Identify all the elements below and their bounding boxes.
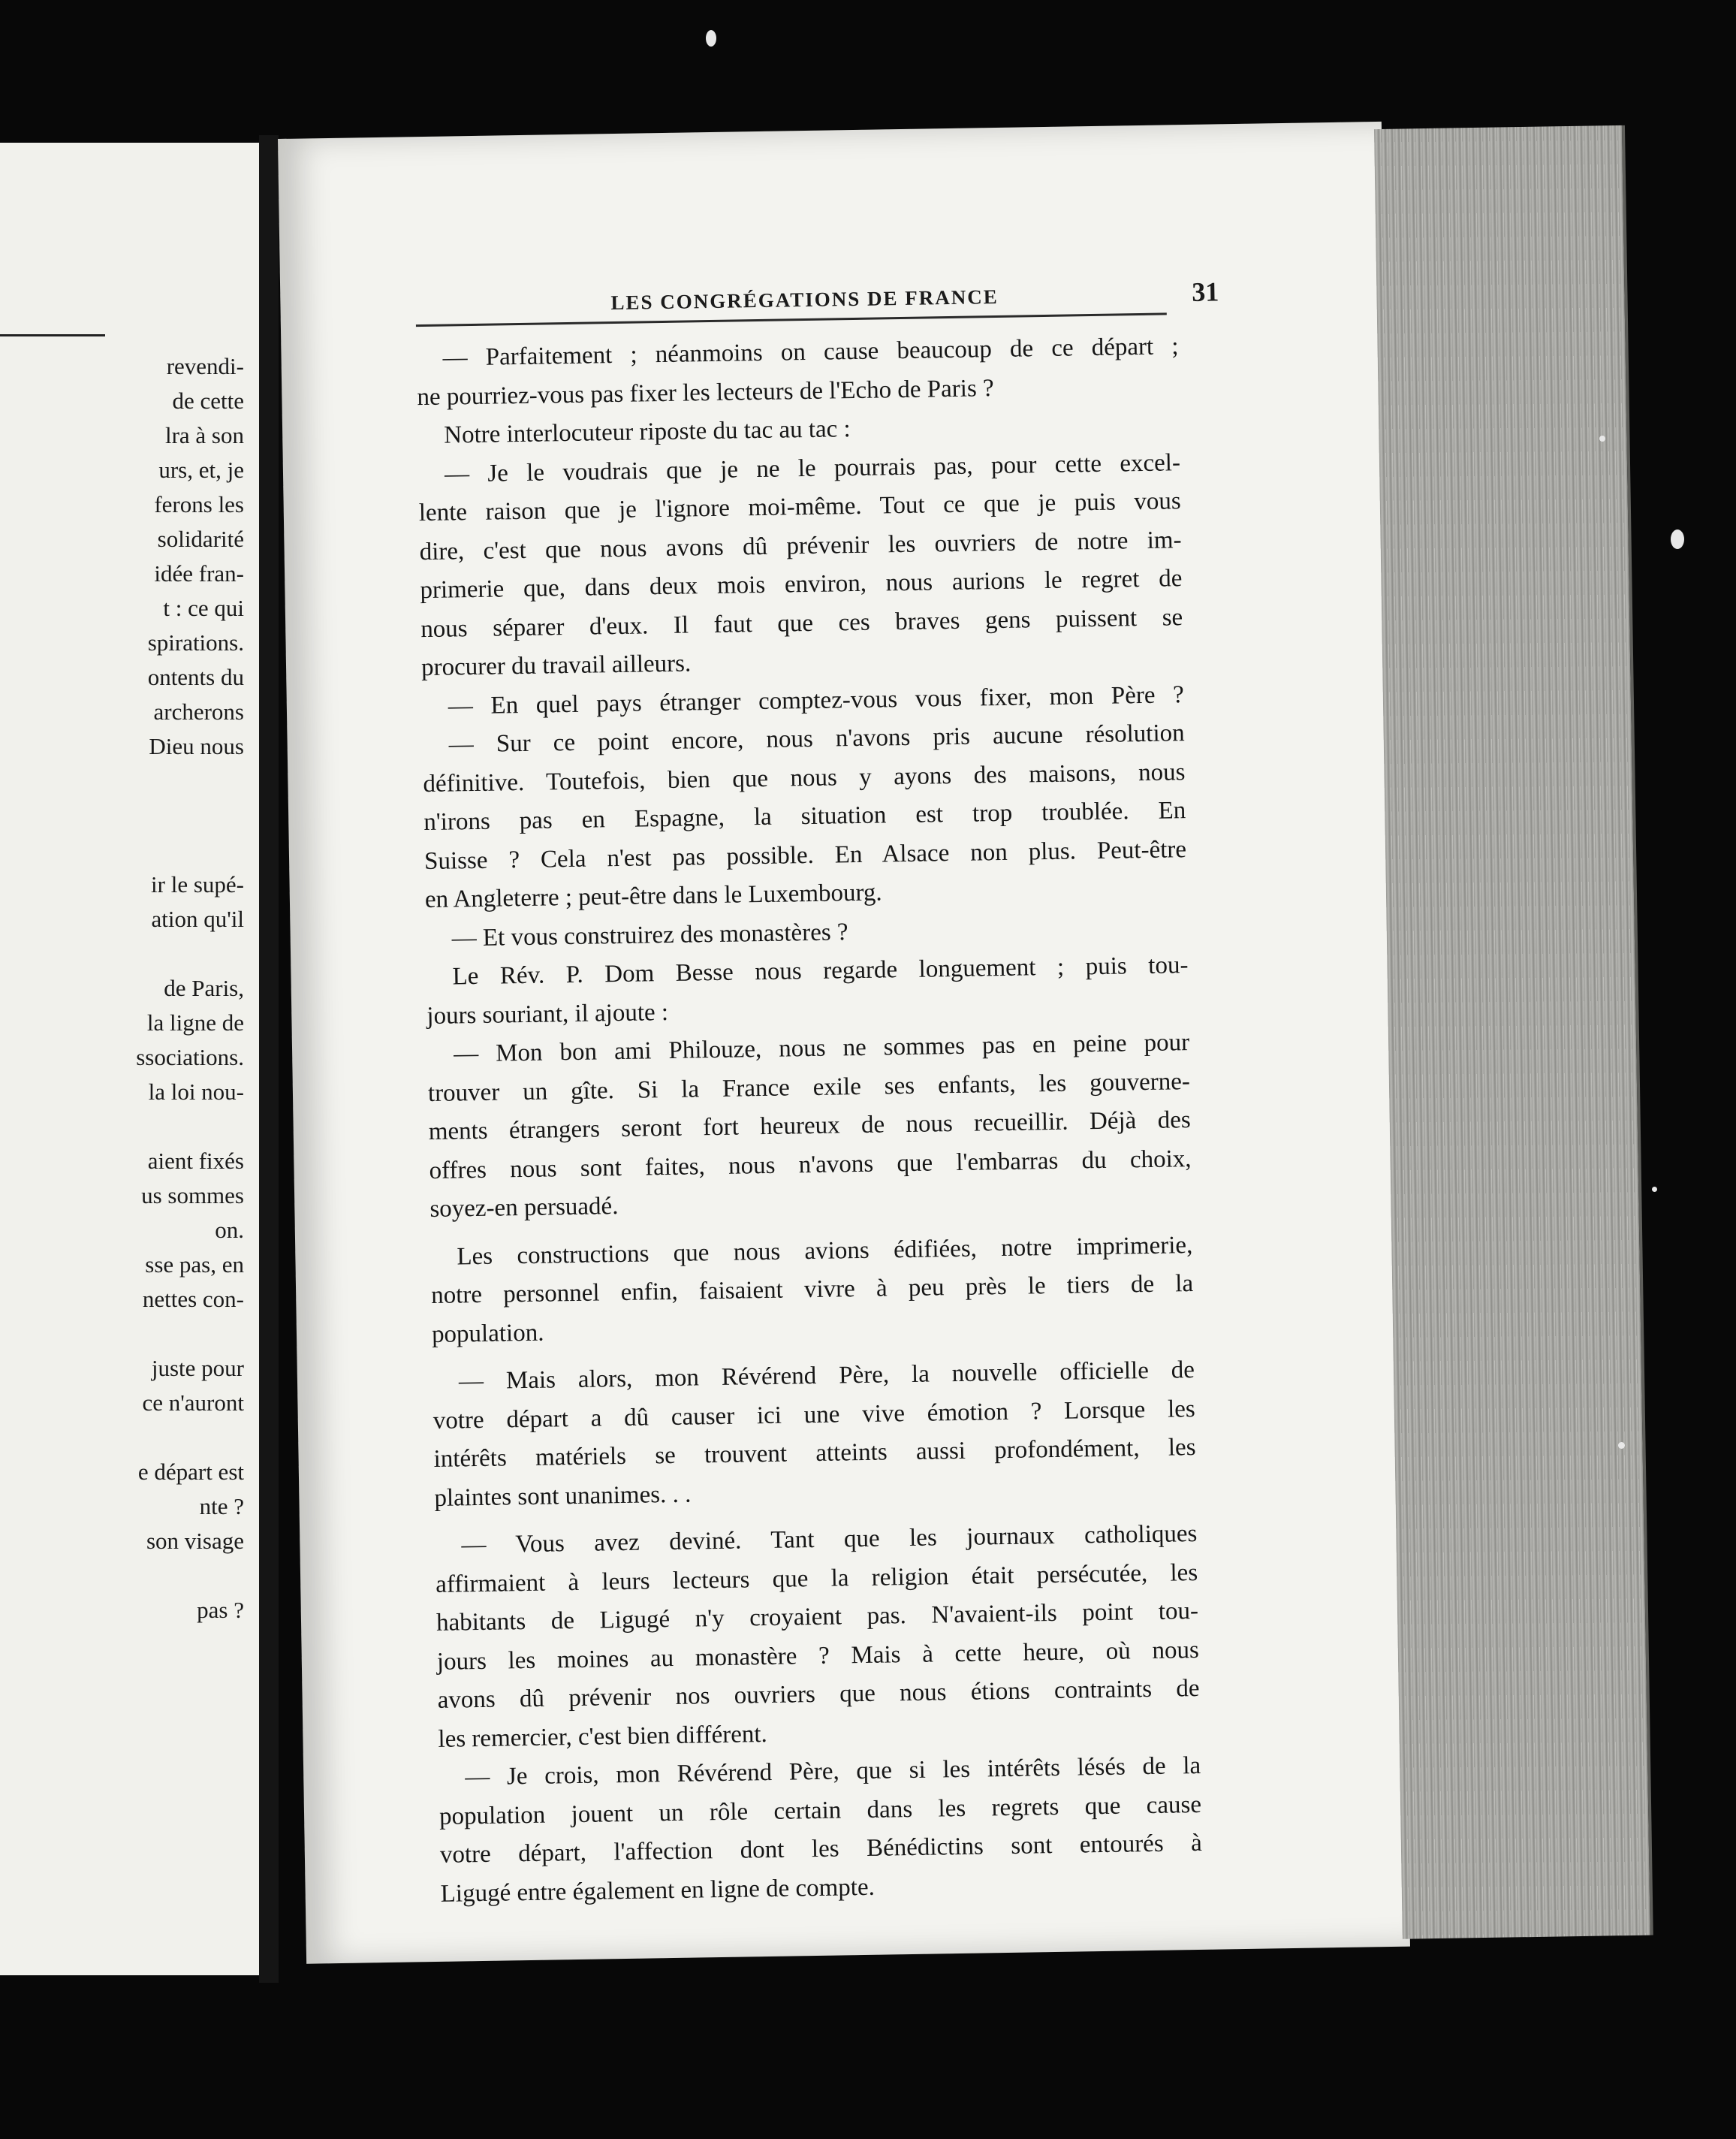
scan-speck [1652, 1187, 1657, 1192]
left-page-line: juste pour [151, 1355, 244, 1381]
body-text-line: plaintes sont unanimes. . . [434, 1480, 692, 1512]
left-page-line: ssociations. [136, 1044, 244, 1070]
body-text-line: votre départ a dû causer ici une vive émotion ? Lorsque les [432, 1395, 1195, 1435]
left-page-line [0, 1109, 244, 1144]
left-page-line [0, 1558, 244, 1593]
body-text-line: jours souriant, il ajoute : [426, 998, 669, 1030]
left-page-line: solidarité [157, 526, 244, 552]
body-text-line: Ligugé entre également en ligne de compte. [440, 1873, 876, 1908]
left-page-line: aient fixés [147, 1148, 244, 1174]
body-text-line: — En quel pays étranger comptez-vous vous fixer, mon Père ? [448, 680, 1185, 720]
body-text-line: procurer du travail ailleurs. [420, 650, 692, 682]
body-text-line: soyez-en persuadé. [429, 1193, 619, 1223]
body-text-line: — Mon bon ami Philouze, nous ne sommes pas en peine pour [453, 1029, 1190, 1068]
left-page-line: sse pas, en [145, 1251, 244, 1278]
left-page-line [0, 937, 244, 971]
left-page-line [0, 833, 244, 867]
left-page-line [0, 1317, 244, 1351]
body-text-line: dire, c'est que nous avons dû prévenir les ouvriers de notre im- [419, 526, 1182, 566]
body-text-line: définitive. Toutefois, bien que nous y ayons des maisons, nous [423, 758, 1186, 798]
body-text-line: population. [431, 1319, 544, 1348]
body-text-line: — Je le voudrais que je ne le pourrais pas, pour cette excel- [444, 448, 1181, 488]
left-page-line [0, 764, 244, 798]
left-page-line: la loi nou- [148, 1079, 244, 1105]
left-page-line: e départ est [137, 1459, 244, 1485]
left-page-line: lra à son [164, 422, 244, 448]
left-page-line: ir le supé- [151, 871, 244, 898]
left-page-line [0, 1420, 244, 1455]
left-page-line [0, 798, 244, 833]
body-text-line: lente raison que je l'ignore moi-même. Tout ce que je puis vous [418, 487, 1182, 527]
left-page-line: Dieu nous [149, 733, 244, 759]
body-text-line: population jouent un rôle certain dans les regrets que cause [439, 1791, 1202, 1830]
left-head-rule [0, 334, 105, 336]
running-title: LES CONGRÉGATIONS DE FRANCE [610, 285, 999, 315]
body-text-line: intérêts matériels se trouvent atteints aussi profondément, les [433, 1434, 1196, 1473]
right-page-block [278, 118, 1650, 1964]
body-text-line: primerie que, dans deux mois environ, nous aurions le regret de [420, 565, 1183, 605]
body-text-line: — Et vous construirez des monastères ? [451, 918, 848, 952]
left-page-line: ferons les [154, 491, 244, 517]
page-body-text [416, 327, 1203, 1914]
scan-speck [1671, 529, 1684, 549]
left-page-line: revendi- [166, 353, 244, 379]
body-text-line: Le Rév. P. Dom Besse nous regarde longuement ; puis tou- [452, 952, 1189, 991]
left-page-line: pas ? [197, 1597, 244, 1623]
body-text-line: Notre interlocuteur riposte du tac au tac : [443, 415, 851, 449]
left-page-line: ation qu'il [151, 906, 244, 932]
left-page-line: nte ? [199, 1493, 244, 1519]
body-text-line: — Sur ce point encore, nous n'avons pris aucune résolution [448, 720, 1185, 759]
body-text-line: avons dû prévenir nos ouvriers que nous étions contraints de [437, 1674, 1200, 1714]
body-text-line: nous séparer d'eux. Il faut que ces braves gens puissent se [420, 603, 1183, 643]
body-text-line: offres nous sont faites, nous n'avons que l'embarras du choix, [429, 1145, 1192, 1184]
left-page-text [0, 349, 244, 1628]
left-page-line: ontents du [147, 664, 244, 690]
left-page-line: us sommes [141, 1182, 244, 1208]
right-page [278, 122, 1410, 1964]
scan-speck [1599, 436, 1605, 442]
body-text-line: votre départ, l'affection dont les Bénédictins sont entourés à [439, 1829, 1203, 1869]
page-edges [1374, 125, 1653, 1939]
scan-speck [1618, 1442, 1625, 1449]
left-page-line: urs, et, je [158, 457, 244, 483]
body-text-line: affirmaient à leurs lecteurs que la religion était persécutée, les [435, 1558, 1198, 1598]
left-page-line: on. [215, 1217, 244, 1243]
left-page-line: la ligne de [146, 1009, 244, 1036]
body-text-line: les remercier, c'est bien différent. [438, 1720, 768, 1753]
body-text-line: — Je crois, mon Révérend Père, que si les intérêts lésés de la [465, 1751, 1201, 1791]
left-page [0, 143, 263, 1975]
left-page-line: de Paris, [164, 975, 244, 1001]
left-page-line: nettes con- [142, 1286, 244, 1312]
body-text-line: habitants de Ligugé n'y croyaient pas. N'avaient-ils point tou- [436, 1597, 1199, 1637]
body-text-line: Les constructions que nous avions édifiées, notre imprimerie, [457, 1231, 1193, 1270]
body-text-line: — Parfaitement ; néanmoins on cause beaucoup de ce départ ; [442, 333, 1179, 372]
body-text-line: en Angleterre ; peut-être dans le Luxembourg. [424, 879, 882, 914]
scan-speck [706, 30, 716, 47]
left-page-line: idée fran- [154, 560, 244, 587]
body-text-line: n'irons pas en Espagne, la situation est trop troublée. En [423, 797, 1186, 837]
page-number: 31 [1192, 276, 1219, 307]
body-text-line: — Mais alors, mon Révérend Père, la nouvelle officielle de [458, 1356, 1195, 1395]
left-page-line: son visage [146, 1528, 244, 1554]
body-text-line: trouver un gîte. Si la France exile ses enfants, les gouverne- [427, 1067, 1191, 1107]
body-text-line: notre personnel enfin, faisaient vivre à peu près le tiers de la [430, 1270, 1194, 1309]
body-text-line: — Vous avez deviné. Tant que les journaux catholiques [461, 1520, 1198, 1559]
body-text-line: jours les moines au monastère ? Mais à cette heure, où nous [436, 1636, 1200, 1676]
book-gutter [259, 135, 279, 1983]
left-page-line: archerons [153, 698, 244, 725]
body-text-line: ne pourriez-vous pas fixer les lecteurs de l'Echo de Paris ? [417, 374, 994, 411]
left-page-line: spirations. [147, 629, 244, 656]
body-text-line: ments étrangers seront fort heureux de nous recueillir. Déjà des [428, 1106, 1191, 1146]
body-text-line: Suisse ? Cela n'est pas possible. En Alsace non plus. Peut-être [423, 835, 1187, 875]
left-page-line: de cette [172, 388, 244, 414]
left-page-line: t : ce qui [163, 595, 244, 621]
left-page-line: ce n'auront [142, 1389, 244, 1416]
